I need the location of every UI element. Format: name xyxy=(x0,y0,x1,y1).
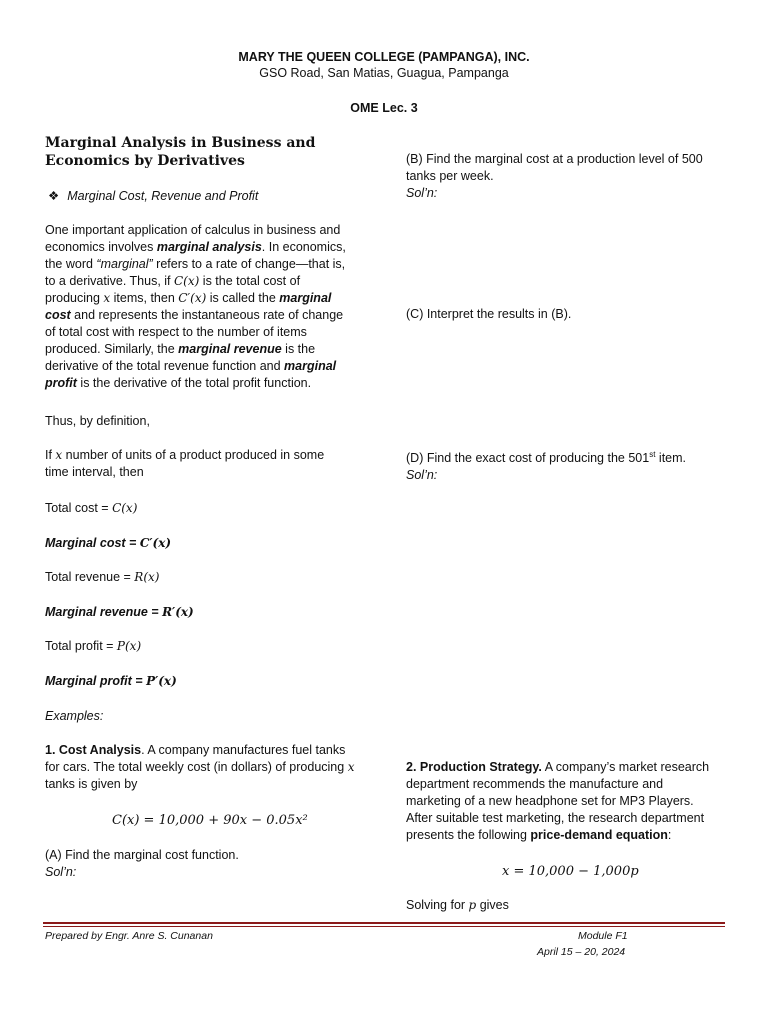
example-2-text: 2. Production Strategy. A company’s market research department recommends the manufacture and marketing of a new headphone set for MP3 Players. After suitable test marketing, the research department presents the following price-demand equation: xyxy=(406,760,710,842)
date-range: April 15 – 20, 2024 xyxy=(537,946,626,958)
def-total-revenue: Total revenue = R(x) xyxy=(45,570,160,584)
solving-text: Solving for p gives xyxy=(406,898,509,912)
cost-equation: C(x) = 10,000 + 90x − 0.05x² xyxy=(112,813,308,828)
lecture-label: OME Lec. 3 xyxy=(350,101,418,115)
diamond-bullet-icon: ❖ xyxy=(48,189,60,203)
def-total-profit: Total profit = P(x) xyxy=(45,639,142,653)
module-label: Module F1 xyxy=(578,930,628,942)
prepared-by: Prepared by Engr. Anre S. Cunanan xyxy=(45,930,213,942)
def-marginal-profit: Marginal profit = P′(x) xyxy=(45,674,177,688)
if-text: If x number of units of a product produced in some time interval, then xyxy=(45,448,325,479)
def-marginal-revenue: Marginal revenue = R′(x) xyxy=(45,605,194,619)
solution-label-d: Sol’n: xyxy=(406,468,438,483)
solution-label-b: Sol’n: xyxy=(406,186,438,200)
def-marginal-cost: Marginal cost = C′(x) xyxy=(45,536,172,550)
example-1-text: 1. Cost Analysis. A company manufactures fuel tanks for cars. The total weekly cost (in dollars) of producing x tanks is given by xyxy=(45,743,355,791)
footer-rule-thin xyxy=(43,926,725,927)
part-a: (A) Find the marginal cost function. Sol’n: xyxy=(45,848,239,879)
school-name: MARY THE QUEEN COLLEGE (PAMPANGA), INC. xyxy=(238,50,530,64)
examples-label: Examples: xyxy=(45,709,104,723)
part-c: (C) Interpret the results in (B). xyxy=(406,307,572,321)
def-total-cost: Total cost = C(x) xyxy=(45,501,138,515)
school-address: GSO Road, San Matias, Guagua, Pampanga xyxy=(259,66,509,80)
part-b: (B) Find the marginal cost at a production level of 500 tanks per week. Sol’n: xyxy=(406,152,703,200)
section-title: Marginal Analysis in Business and Economics by Derivatives xyxy=(45,135,316,169)
left-column xyxy=(45,134,375,170)
price-demand-equation: x = 10,000 − 1,000p xyxy=(502,864,639,879)
subheading: ❖ Marginal Cost, Revenue and Profit xyxy=(48,189,259,203)
example-1-title: 1. Cost Analysis xyxy=(45,743,142,757)
footer-rule xyxy=(43,922,725,924)
intro-paragraph: One important application of calculus in business and economics involves marginal analysis. In economics, the word “marginal” refers to a rate of change—that is, to a derivative. Thus, if C(x) is the total cost of producing x items, then C′(x) is called the marginal cost and represents the instantaneous rate of change of total cost with respect to the number of items produced. Similarly, the marginal revenue is the derivative of the total revenue function and marginal profit is the derivative of the total profit function. xyxy=(45,223,346,390)
part-d: (D) Find the exact cost of producing the 501st item. Sol’n: xyxy=(406,450,686,483)
thus-text: Thus, by definition, xyxy=(45,414,150,428)
solution-label-a: Sol’n: xyxy=(45,865,77,879)
example-2-title: 2. Production Strategy. xyxy=(406,760,542,774)
